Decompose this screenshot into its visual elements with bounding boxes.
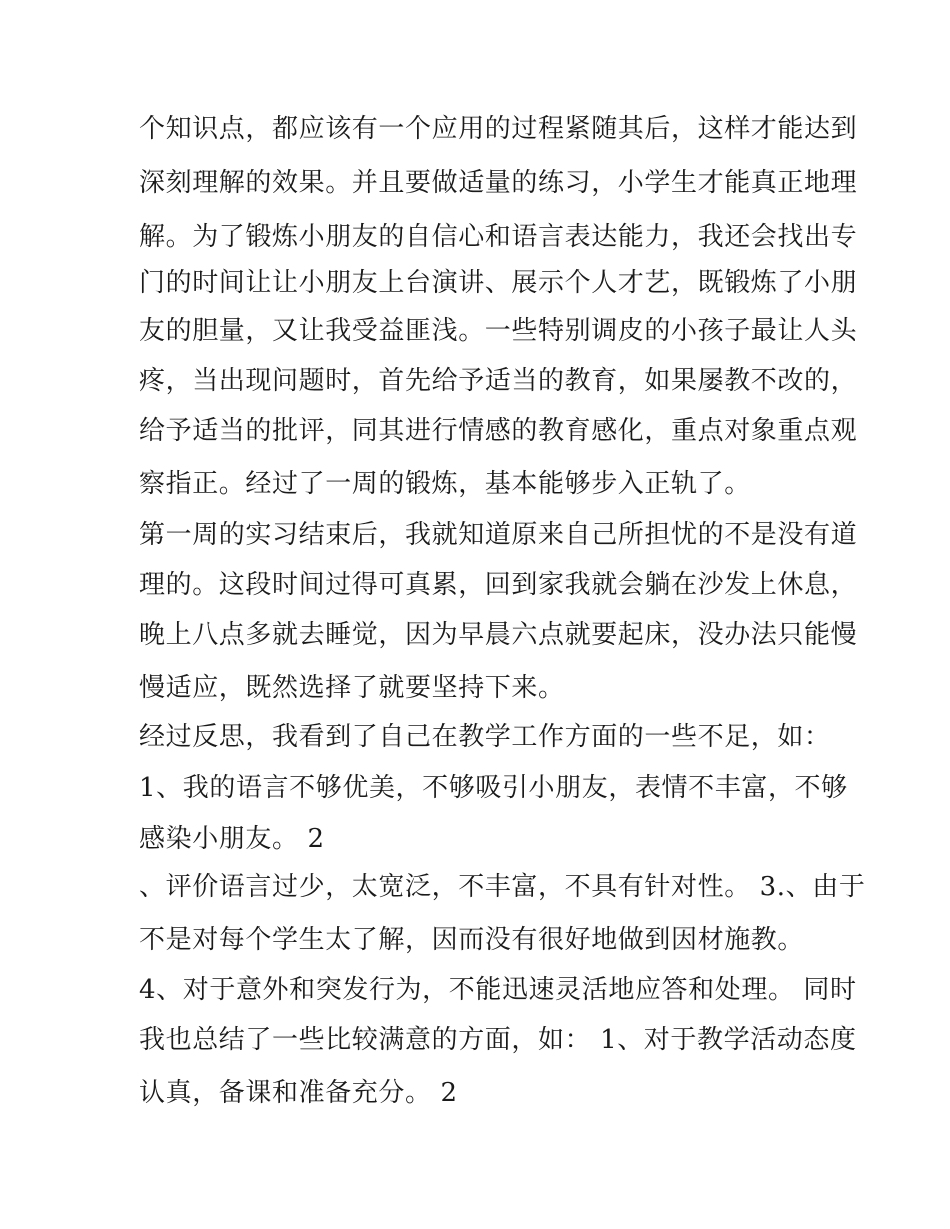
text-line: 疼，当出现问题时，首先给予适当的教育，如果屡教不改的，: [139, 366, 858, 396]
text-line: 解。为了锻炼小朋友的自信心和语言表达能力，我还会找出专: [139, 222, 858, 252]
text-line: 理的。这段时间过得可真累，回到家我就会躺在沙发上休息，: [139, 570, 858, 600]
text-line: 察指正。经过了一周的锻炼，基本能够步入正轨了。: [139, 469, 751, 499]
text-line: 认真，备课和准备充分。 2: [139, 1078, 458, 1108]
text-line: 1、我的语言不够优美，不够吸引小朋友，表情不丰富，不够: [139, 773, 848, 803]
text-line: 慢适应，既然选择了就要坚持下来。: [139, 673, 565, 703]
text-line: 个知识点，都应该有一个应用的过程紧随其后，这样才能达到: [139, 114, 858, 144]
text-line: 我也总结了一些比较满意的方面，如： 1、对于教学活动态度: [139, 1025, 857, 1055]
text-line: 友的胆量，又让我受益匪浅。一些特别调皮的小孩子最让人头: [139, 316, 858, 346]
text-line: 给予适当的批评，同其进行情感的教育感化，重点对象重点观: [139, 416, 858, 446]
text-line: 4、对于意外和突发行为，不能迅速灵活地应答和处理。 同时: [139, 975, 857, 1005]
text-line: 第一周的实习结束后，我就知道原来自己所担忧的不是没有道: [139, 520, 858, 550]
text-line: 晚上八点多就去睡觉，因为早晨六点就要起床，没办法只能慢: [139, 620, 858, 650]
text-line: 感染小朋友。 2: [139, 824, 325, 854]
text-line: 不是对每个学生太了解，因而没有很好地做到因材施教。: [139, 925, 805, 955]
text-line: 、评价语言过少，太宽泛，不丰富，不具有针对性。 3.、由于: [139, 872, 866, 902]
text-line: 深刻理解的效果。并且要做适量的练习，小学生才能真正地理: [139, 168, 858, 198]
text-line: 门的时间让让小朋友上台演讲、展示个人才艺，既锻炼了小朋: [139, 268, 858, 298]
text-line: 经过反思，我看到了自己在教学工作方面的一些不足，如：: [139, 722, 831, 752]
